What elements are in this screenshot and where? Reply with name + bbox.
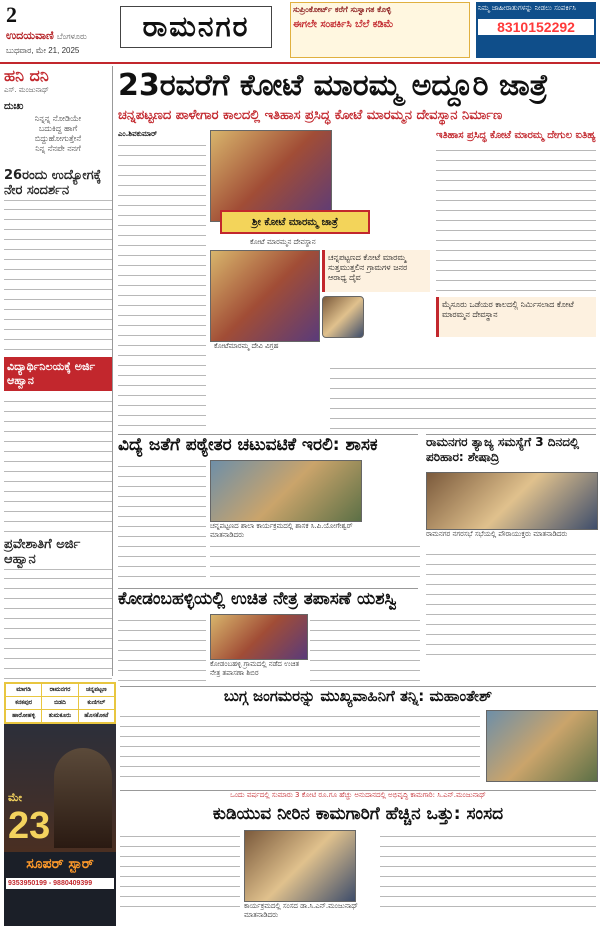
ad-left-text: ಸುಪ್ರಿಂಕೋರ್ಟ್ ಕರೆಗೆ ಸುಸ್ವಾಗತ ಕೊಳ್ಳಿ	[293, 5, 392, 14]
film-ad-poster	[4, 724, 116, 852]
lead-quote1: ಚನ್ನಪಟ್ಟಣದ ಕೋಟೆ ಮಾರಮ್ಮ ಸುತ್ತಮುತ್ತಲಿನ ಗ್ರಾಮಗಳ ಜನರ ಆರಾಧ್ಯ ದೈವ	[322, 250, 430, 292]
lead-subhead: ಚನ್ನಪಟ್ಟಣದ ಪಾಳೇಗಾರ ಕಾಲದಲ್ಲಿ ಇತಿಹಾಸ ಪ್ರಸಿದ್ಧ ಕೋಟೆ ಮಾರಮ್ಮನ ದೇವಸ್ಥಾನ ನಿರ್ಮಾಣ	[118, 108, 503, 123]
story-e-text	[120, 830, 240, 914]
story-a-photo	[210, 460, 362, 522]
lead-headline: 23ರವರೆಗೆ ಕೋಟೆ ಮಾರಮ್ಮ ಅದ್ದೂರಿ ಜಾತ್ರೆ	[118, 68, 549, 103]
story-e-photo	[244, 830, 356, 902]
history-box-title: ಇತಿಹಾಸ ಪ್ರಸಿದ್ಧ ಕೋಟೆ ಮಾರಮ್ಮ ದೇಗುಲ ಐತಿಹ್ಯ	[436, 130, 596, 141]
story-b-headline: ರಾಮನಗರ ತ್ಯಾಜ್ಯ ಸಮಸ್ಯೆಗೆ 3 ದಿನದಲ್ಲಿ ಪರಿಹಾರ: ಶೇಷಾದ್ರಿ	[426, 434, 596, 471]
story-e-headline: ಕುಡಿಯುವ ನೀರಿನ ಕಾಮಗಾರಿಗೆ ಹೆಚ್ಚಿನ ಒತ್ತು: ಸಂಸದ	[212, 804, 504, 824]
masthead-ad-left	[290, 2, 470, 58]
ad-left-sub: ಈಗಲೇ ಸಂಪರ್ಕಿಸಿ ಬೆಲೆ ಕಡಿಮೆ	[293, 19, 394, 30]
town-label: ಕನಕಪುರ	[6, 697, 41, 709]
column-brand: ಹನಿ ದನಿ	[4, 66, 49, 85]
release-date: 23	[8, 805, 51, 847]
lead-photo-idol	[210, 250, 320, 342]
poem-line: ನಿನ್ನ ನೆನಪೇ ನನಗೆ	[35, 144, 81, 153]
story1-body	[4, 203, 112, 353]
story-a-headline: ವಿದ್ಯೆ ಜತೆಗೆ ಪಠ್ಯೇತರ ಚಟುವಟಿಕೆ ಇರಲಿ: ಶಾಸಕ	[118, 434, 418, 457]
story1-title: 26ರಂದು ಉದ್ಯೋಗಕ್ಕೆ ನೇರ ಸಂದರ್ಶನ	[4, 166, 112, 201]
masthead-ad-right	[476, 2, 596, 58]
page-number: 2	[6, 2, 17, 27]
jatre-banner: ಶ್ರೀ ಕೋಟೆ ಮಾರಮ್ಮ ಜಾತ್ರೆ	[220, 210, 370, 234]
story-c-photo	[210, 614, 308, 660]
city-name: ರಾಮನಗರ	[120, 6, 272, 48]
photo1-caption: ಕೋಟೆ ಮಾರಮ್ಮನ ದೇವಸ್ಥಾನ	[250, 238, 316, 246]
town-label: ರಾಮನಗರ	[42, 684, 77, 696]
masthead	[0, 0, 600, 64]
story-a-text2	[210, 540, 420, 584]
lead-byline: ಎಂ.ಶಿವಕುಮಾರ್	[118, 130, 158, 138]
ad-right-text: ನಿಮ್ಮ ಜಾಹೀರಾತುಗಳನ್ನು ನೀಡಲು ಸಂಪರ್ಕಿಸಿ	[478, 4, 576, 12]
lead-photo-temple	[210, 130, 332, 222]
paper-name: ಉದಯವಾಣಿ ಬೆಂಗಳೂರು	[6, 30, 87, 42]
story-e-caption: ಕಾರ್ಯಕ್ರಮದಲ್ಲಿ ಸಂಸದ ಡಾ.ಸಿ.ಎನ್.ಮಂಜುನಾಥ್ ಮಾತನಾಡಿದರು	[244, 902, 358, 919]
poem-line: ಬದುಕಿದ್ದ ಹಾಗೆ	[38, 124, 78, 133]
story2-body	[4, 395, 112, 535]
lead-text-mid	[322, 250, 430, 358]
lead-text-bottom	[330, 362, 596, 432]
issue-date: ಬುಧವಾರ, ಮೇ 21, 2025	[6, 46, 80, 55]
story-c-text	[118, 614, 206, 684]
film-hero-figure	[54, 748, 112, 848]
left-column	[4, 66, 113, 676]
release-month: ಮೇ	[8, 791, 23, 804]
town-label: ಬಿಡದಿ	[42, 697, 77, 709]
story-a-text	[118, 460, 206, 580]
lead-text-column	[118, 130, 206, 430]
poem	[4, 114, 112, 154]
film-ad	[4, 682, 116, 926]
ad-phone: 8310152292	[478, 19, 594, 35]
town-label: ಮಾಗಡಿ	[6, 684, 41, 696]
town-label: ಕುಣಿಗಲ್	[79, 697, 114, 709]
column-author: ಎಸ್. ಮಂಜುನಾಥ್	[4, 86, 49, 94]
quote-portrait	[322, 296, 364, 338]
story-d-photo	[486, 710, 598, 782]
story-e-text2	[380, 830, 596, 914]
poem-line: ಬಿದ್ದುಹೋಗುತ್ತೇನೆ	[34, 134, 82, 143]
story-e-kicker: ಒಂದು ವರ್ಷದಲ್ಲಿ ಸುಮಾರು 3 ಕೋಟಿ ರೂ.ಗೂ ಹೆಚ್ಚು ಅನುದಾನದಲ್ಲಿ ಅಭಿವೃದ್ಧಿ ಕಾಮಗಾರಿ: ಸಿ.ಎನ್.ಮಂಜುನಾಥ್	[120, 790, 596, 803]
poem-title: ದುಃಖ	[4, 101, 24, 112]
story-d-headline: ಬುಗ್ಗ ಜಂಗಮರನ್ನು ಮುಖ್ಯವಾಹಿನಿಗೆ ತನ್ನಿ: ಮಹಾಂತೇಶ್	[120, 686, 596, 709]
story-c-text2	[310, 614, 420, 684]
story-b-text	[426, 548, 596, 658]
history-box	[436, 130, 596, 380]
film-ad-phone: 9353950199 - 9880409399	[6, 878, 114, 889]
film-title: ಸೂಪರ್ ಸ್ಟಾರ್	[26, 856, 94, 872]
story-c-caption: ಕೋಡಂಬಹಳ್ಳಿ ಗ್ರಾಮದಲ್ಲಿ ನಡೆದ ಉಚಿತ ನೇತ್ರ ತಪಾಸಣಾ ಶಿಬಿರ	[210, 660, 300, 677]
film-ad-towns	[4, 682, 116, 724]
town-label: ಹಾರೋಹಳ್ಳಿ	[6, 710, 41, 722]
story-b-caption: ರಾಮನಗರ ನಗರಸಭೆ ಸಭೆಯಲ್ಲಿ ಪೌರಾಯುಕ್ತರು ಮಾತನಾಡಿದರು	[426, 530, 568, 538]
story-d-text	[120, 710, 480, 786]
poem-line: ನಿನ್ನನ್ನ ನೋಡಿಯೇ	[34, 114, 82, 123]
photo2-caption: ಕೋಟೆಮಾರಮ್ಮ ದೇವಿ ವಿಗ್ರಹ	[214, 342, 279, 350]
story-c-headline: ಕೋಡಂಬಹಳ್ಳಿಯಲ್ಲಿ ಉಚಿತ ನೇತ್ರ ತಪಾಸಣೆ ಯಶಸ್ವಿ	[118, 588, 418, 611]
town-label: ಚನ್ನಪಟ್ಟಣ	[79, 684, 114, 696]
town-label: ಹೊಸಕೋಟೆ	[79, 710, 114, 722]
story3-body	[4, 572, 112, 690]
story-a-caption: ಚನ್ನಪಟ್ಟಣದ ಶಾಲಾ ಕಾರ್ಯಕ್ರಮದಲ್ಲಿ ಶಾಸಕ ಸಿ.ಪಿ.ಯೋಗೇಶ್ವರ್ ಮಾತನಾಡಿದರು	[210, 522, 353, 539]
lead-quote2: ಮೈಸೂರು ಒಡೆಯರ ಕಾಲದಲ್ಲಿ ನಿರ್ಮಿಸಲಾದ ಕೋಟೆ ಮಾರಮ್ಮನ ದೇವಸ್ಥಾನ	[436, 297, 596, 337]
story2-title: ವಿದ್ಯಾರ್ಥಿನಿಲಯಕ್ಕೆ ಅರ್ಜಿ ಆಹ್ವಾನ	[4, 357, 112, 391]
story3-title: ಪ್ರವೇಶಾತಿಗೆ ಅರ್ಜಿ ಆಹ್ವಾನ	[4, 535, 112, 570]
town-label: ತುಮಕೂರು	[42, 710, 77, 722]
story-b-photo	[426, 472, 598, 530]
